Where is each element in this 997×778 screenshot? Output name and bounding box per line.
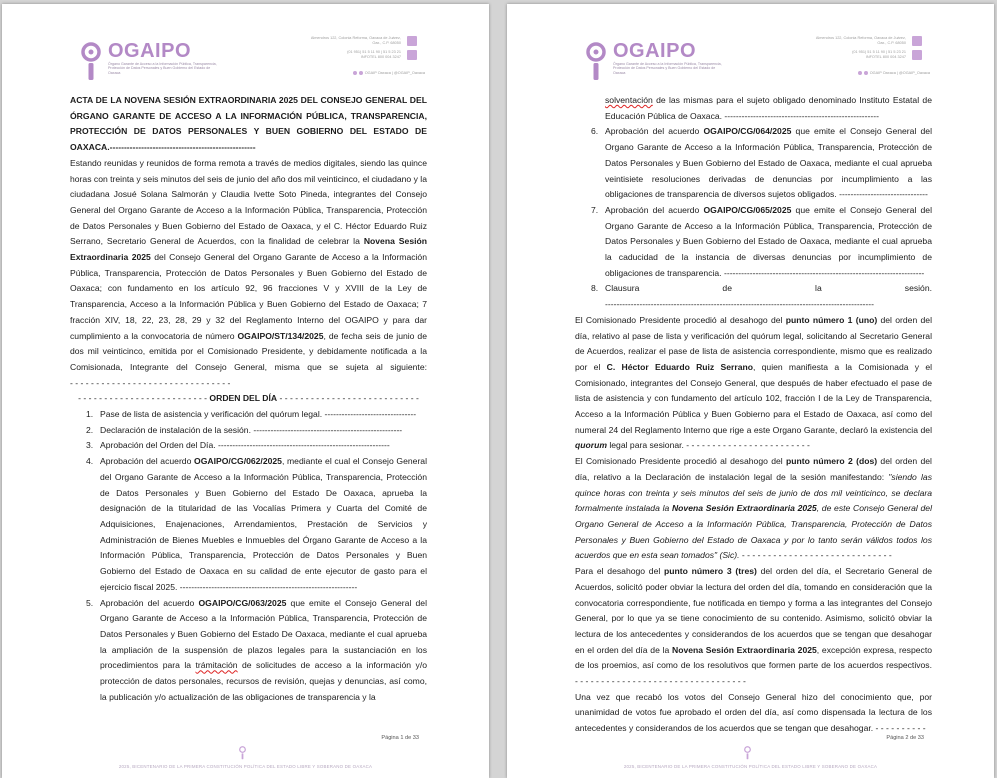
contact-phone: (01 951) 51 5 11 90 | 51 5 23 21	[852, 50, 906, 54]
paragraph-punto-2: El Comisionado Presidente procedió al desahogo del punto número 2 (dos) del orden del día, relativo a la Declaración de instalación legal de la sesión manifestando: "siendo las quince horas con treinta y seis minutos del seis de junio de dos mil veinticinco, se declara formalmente instalada la Novena Sesión Extraordinaria 2025, de este Consejo General del Organo General de Acceso a la Información Pública, Transparencia, Protección de Datos Personales y Buen Gobierno del Estado de Oaxaca y por lo tanto serán válidos todos los acuerdos que en esta sean tomados" (Sic). - - - - - - - - - - - - - - - - - - - - - - - - - - - - -	[575, 456, 932, 561]
paragraph-punto-3: Para el desahogo del punto número 3 (tres) del orden del día, el Secretario General de Acuerdos, solicitó poder obviar la lectura del orden del día, tomando en consideración que la convocatoria correspondiente, fue notificada en tiempo y forma a las integrantes del Consejo General, por lo que ya se tiene conocimiento de su contenido. Asimismo, solicitó obviar la lectura de los antecedentes y considerandos de los acuerdos que se tengan que desahogar en el orden del día de la Novena Sesión Extraordinaria 2025, excepción expresa, respecto de los proemios, así como de los resolutivos que formen parte de los acuerdos respectivos. - - - - - - - - - - - - - - - - - - - - - - - - - - - - - - - - -	[575, 566, 932, 687]
header-social	[352, 71, 425, 75]
contact-phone: (01 951) 51 5 11 90 | 51 5 23 21	[347, 50, 401, 54]
social-handles: OGAIP Oaxaca | @OGAIP_Oaxaca	[869, 71, 930, 75]
phone-icon	[912, 50, 922, 60]
ogaipo-logo	[585, 42, 745, 82]
page-2-body	[575, 93, 932, 737]
header-contact	[307, 36, 417, 64]
agenda-item-8: 8. Clausura de la sesión. ----------------------------------------------------------------------------------------------	[591, 283, 932, 310]
logo-wordmark: OGAIPO	[108, 40, 192, 62]
page-1-body	[70, 93, 427, 705]
agenda-item-3: 3. Aprobación del Orden del Día. ------------------------------------------------------------	[86, 440, 390, 451]
contact-hours: INFOTEL 800 004 3247	[360, 54, 401, 59]
social-handles: OGAIP Oaxaca | @OGAIP_Oaxaca	[364, 71, 425, 75]
agenda-list-continued	[575, 93, 932, 313]
document-title: ACTA DE LA NOVENA SESIÓN EXTRAORDINARIA 2025 DEL CONSEJO GENERAL DEL ÓRGANO GARANTE DE ACCESO A LA INFORMACIÓN PÚBLICA, TRANSPARENCIA, PROTECCIÓN DE DATOS PERSONALES Y BUEN GOBIERNO DEL ESTADO DE OAXACA.---------------------------------------------------	[70, 95, 427, 153]
page-number: Página 1 de 33	[381, 735, 419, 741]
logo-subtitle: Órgano Garante de Acceso a la Información Pública, Transparencia, Protección de Datos Personales y Buen Gobierno del Estado de Oaxaca	[108, 62, 217, 75]
location-icon	[407, 36, 417, 46]
agenda-list	[70, 407, 427, 705]
footer-text: 2025, BICENTENARIO DE LA PRIMERA CONSTITUCIÓN POLÍTICA DEL ESTADO LIBRE Y SOBERANO DE OAXACA	[118, 764, 373, 769]
agenda-item-5-continued: solventación de las mismas para el sujeto obligado denominado Instituto Estatal de Educación Pública de Oaxaca. ------------------------------------------------------	[605, 95, 932, 121]
footer-logo-icon	[743, 746, 752, 760]
footer-logo-icon	[238, 746, 247, 760]
facebook-icon	[858, 71, 862, 75]
agenda-item-1: 1. Pase de lista de asistencia y verificación del quórum legal. --------------------------------	[86, 409, 417, 420]
facebook-icon	[353, 71, 357, 75]
logo-wordmark: OGAIPO	[613, 40, 697, 62]
contact-hours: INFOTEL 800 004 3247	[865, 54, 906, 59]
footer-text: 2025, BICENTENARIO DE LA PRIMERA CONSTITUCIÓN POLÍTICA DEL ESTADO LIBRE Y SOBERANO DE OAXACA	[623, 764, 878, 769]
twitter-icon	[359, 71, 363, 75]
page-number: Página 2 de 33	[886, 735, 924, 741]
agenda-item-5: 5. Aprobación del acuerdo OGAIPO/CG/063/2025 que emite el Consejo General del Organo Garante de Acceso a la Información Pública, Transparencia, Protección de Datos Personales y Buen Gobierno del Estado De Oaxaca, mediante el cual aprueba la ampliación de la suspensión de plazos legales para la sustanciación en los procedimientos para la trámitación de solicitudes de acceso a la información y/o protección de datos personales, recursos de revisión, quejas y denuncias, así como, la publicación y/o actualización de las obligaciones de transparencia y la	[86, 597, 427, 702]
agenda-item-7: 7. Aprobación del acuerdo OGAIPO/CG/065/2025 que emite el Consejo General del Organo Garante de Acceso a la Información Pública, Transparencia, Protección de Datos Personales y Buen Gobierno del Estado de Oaxaca, mediante el cual aprueba la caducidad de la instancia de diversas denuncias por incumplimiento de obligaciones de transparencia. ----------------------------------------------------------------------	[591, 204, 932, 278]
logo-subtitle: Órgano Garante de Acceso a la Información Pública, Transparencia, Protección de Datos Personales y Buen Gobierno del Estado de Oaxaca	[613, 62, 722, 75]
agenda-item-6: 6. Aprobación del acuerdo OGAIPO/CG/064/2025 que emite el Consejo General del Organo Garante de Acceso a la Información Pública, Transparencia, Protección de Datos Personales y Buen Gobierno del Estado de Oaxaca, mediante el cual aprueba veintisiete resoluciones derivadas de denuncias por incumplimiento a las obligaciones de transparencia de diversos sujetos obligados. -------------------------------	[591, 126, 932, 200]
document-page-1	[2, 4, 489, 778]
orden-heading: - - - - - - - - - - - - - - - - - - - - - - - - - ORDEN DEL DÍA - - - - - - - - - - - - - - - - - - - - - - - - - - -	[78, 393, 419, 404]
agenda-item-4: 4. Aprobación del acuerdo OGAIPO/CG/062/2025, mediante el cual el Consejo General del Organo Garante de Acceso a la Información Pública, Transparencia, Protección de Datos Personales y Buen Gobierno del Estado De Oaxaca, aprueba la designación de la titularidad de las Vocalías Primera y Cuarta del Comité de Adquisiciones, Enajenaciones, Arrendamientos, Prestación de Servicios y Administración de Bienes Muebles e Inmuebles del Órgano Garante de Acceso a la Información Pública, Transparencia, Protección de Datos Personales y Buen Gobierno del Estado de Oaxaca en su calidad de ente ejecutor de gasto para el ejercicio fiscal 2025. --------------------------------------------------------------	[86, 456, 427, 592]
contact-address: Almendros 122, Colonia Reforma, Oaxaca de Juárez, Oax., C.P. 68050	[310, 36, 401, 45]
twitter-icon	[864, 71, 868, 75]
phone-icon	[407, 50, 417, 60]
contact-address: Almendros 122, Colonia Reforma, Oaxaca de Juárez, Oax., C.P. 68050	[815, 36, 906, 45]
header-social	[857, 71, 930, 75]
paragraph-punto-1: El Comisionado Presidente procedió al desahogo del punto número 1 (uno) del orden del día, relativo al pase de lista y verificación del quórum legal, solicitando al Secretario General de Acuerdos, realizar el pase de lista de asistencia correspondiente, mismo que es realizado por el C. Héctor Eduardo Ruiz Serrano, quien manifiesta a la Comisionada y el Comisionado, integrantes del Consejo General, que después de haber efectuado el pase de lista de asistencia y con fundamento del artículo 102, fracción I de la Ley de Transparencia, Acceso a la Información Pública y Buen Gobierno para el Estado de Oaxaca, así como del numeral 24 del Reglamento Interno que rige a este Organo Garante, declaró la existencia del quorum legal para sesionar. - - - - - - - - - - - - - - - - - - - - - - - -	[575, 314, 933, 451]
agenda-item-2: 2. Declaración de instalación de la sesión. ----------------------------------------------------	[86, 424, 403, 435]
header-contact	[812, 36, 922, 64]
logo-mark-icon	[80, 42, 102, 82]
paragraph-votacion: Una vez que recabó los votos del Consejo General hizo del conocimiento que, por unanimidad de votos fue aprobado el orden del día, así como dispensada la lectura de los antecedentes y considerandos de los acuerdos que se tengan que desahogar. - - - - - - - - - -	[575, 691, 932, 734]
location-icon	[912, 36, 922, 46]
document-page-2	[507, 4, 994, 778]
logo-mark-icon	[585, 42, 607, 82]
intro-paragraph: Estando reunidas y reunidos de forma remota a través de medios digitales, siendo las quince horas con treinta y seis minutos del seis de junio del año dos mil veinticinco, el ciudadano y la ciudadana Josué Solana Salmorán y Claudia Ivette Soto Pineda, integrantes del Consejo General del Organo Garante de Acceso a la Información Pública, Transparencia, Protección de Datos Personales y Buen Gobierno del Estado de Oaxaca, y el C. Héctor Eduardo Ruiz Serrano, Secretario General de Acuerdos, con la finalidad de celebrar la Novena Sesión Extraordinaria 2025 del Consejo General del Organo Garante de Acceso a la Información Pública, Transparencia, Protección de Datos Personales y Buen Gobierno del Estado de Oaxaca; con fundamento en los artículo 92, 96 fracciones V y XVIII de la Ley de Transparencia, Acceso a la Información Pública y Buen Gobierno del Estado de Oaxaca; 7 fracción XIV, 18, 22, 23, 28, 29 y 32 del Reglamento Interno del OGAIPO y para dar cumplimiento a la convocatoria de número OGAIPO/ST/134/2025, de fecha seis de junio de dos mil veinticinco, emitida por el Comisionado Presidente, y debidamente notificada a la Comisionada, Integrante del Consejo General, misma que se sujeta al siguiente: - - - - - - - - - - - - - - - - - - - - - - - - - - - - - - -	[70, 157, 427, 388]
ogaipo-logo	[80, 42, 240, 82]
